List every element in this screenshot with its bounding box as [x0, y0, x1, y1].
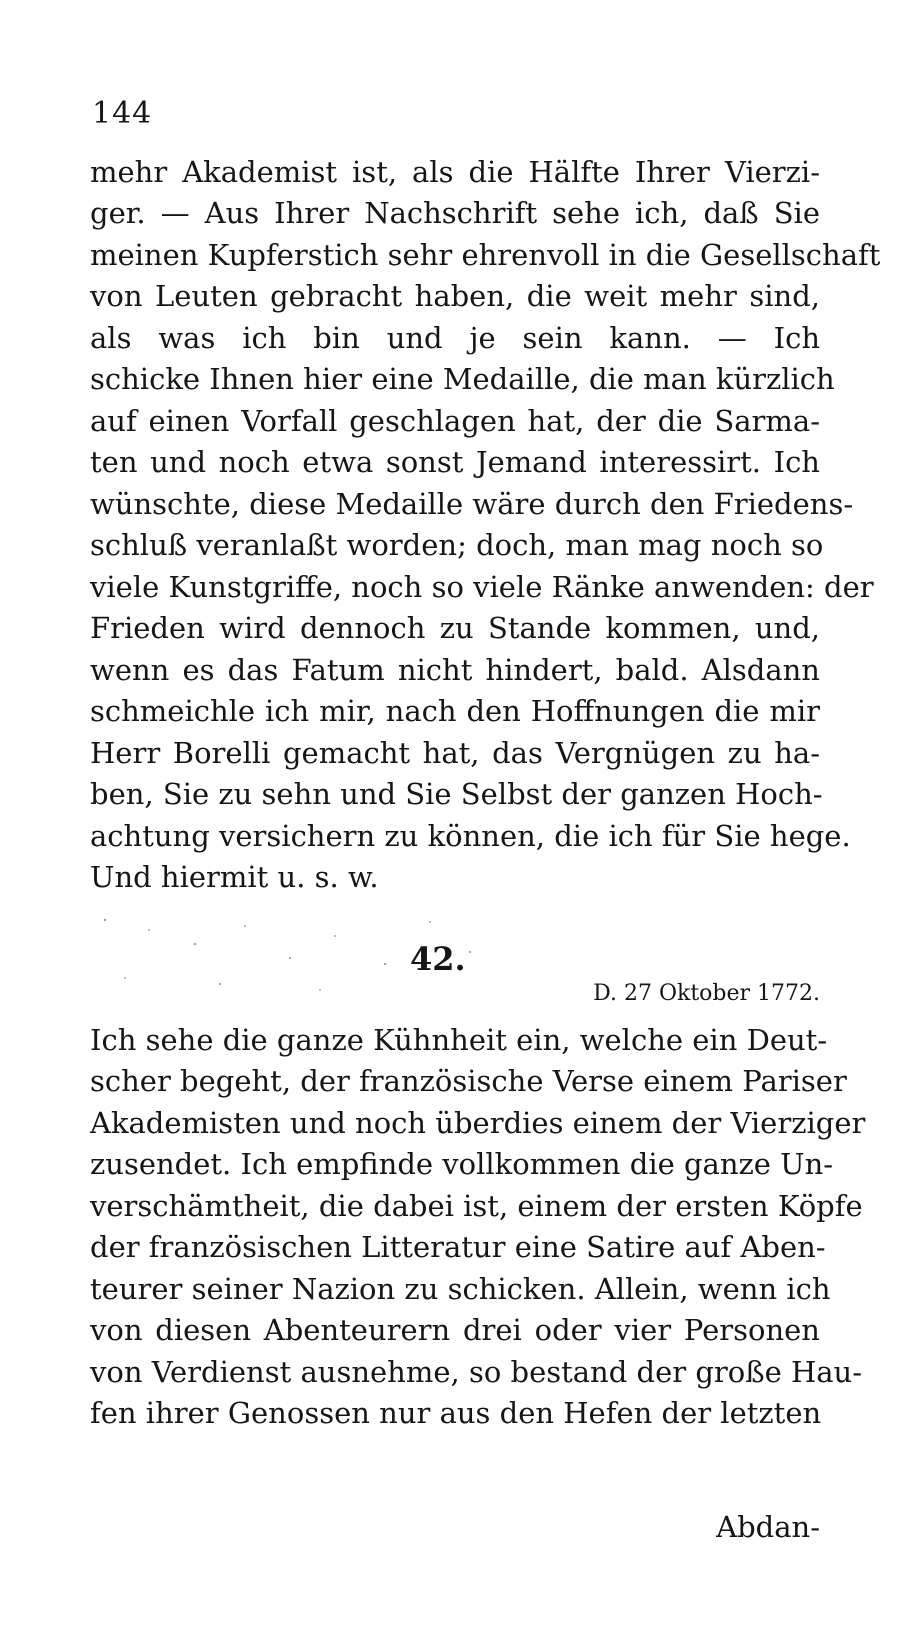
paragraph-1: [90, 150, 881, 950]
text-line: der französischen Litteratur eine Satire auf Aben-: [90, 1230, 826, 1264]
text-line: wenn es das Fatum nicht hindert, bald. Alsdann: [90, 653, 820, 687]
text-line: von Leuten gebracht haben, die weit mehr sind,: [90, 279, 820, 313]
catchword: Abdan-: [716, 1510, 820, 1544]
text-line: teurer seiner Nazion zu schicken. Allein, wenn ich: [90, 1272, 831, 1306]
text-line: Ich sehe die ganze Kühnheit ein, welche ein Deut-: [90, 1023, 828, 1057]
text-line: ger. — Aus Ihrer Nachschrift sehe ich, daß Sie: [90, 196, 820, 230]
text-line: Herr Borelli gemacht hat, das Vergnügen zu ha-: [90, 736, 820, 770]
text-line: schicke Ihnen hier eine Medaille, die man kürzlich: [90, 362, 835, 396]
text-line: von diesen Abenteurern drei oder vier Personen: [90, 1313, 820, 1347]
text-line: schmeichle ich mir, nach den Hoffnungen die mir: [90, 694, 820, 728]
text-line: fen ihrer Genossen nur aus den Hefen der letzten: [90, 1396, 822, 1430]
text-line: von Verdienst ausnehme, so bestand der große Hau-: [90, 1355, 863, 1389]
page-number: 144: [92, 96, 153, 131]
text-line: ten und noch etwa sonst Jemand interessirt. Ich: [90, 445, 820, 479]
text-line: scher begeht, der französische Verse einem Pariser: [90, 1064, 847, 1098]
text-line: achtung versichern zu können, die ich für Sie hege.: [90, 819, 851, 853]
letter-date: D. 27 Oktober 1772.: [593, 981, 820, 1006]
paragraph-2: [90, 1018, 866, 1468]
text-line: Frieden wird dennoch zu Stande kommen, und,: [90, 611, 820, 645]
text-line: Und hiermit u. s. w.: [90, 860, 379, 894]
text-line: ben, Sie zu sehn und Sie Selbst der ganzen Hoch-: [90, 777, 823, 811]
text-line: Akademisten und noch überdies einem der Vierziger: [90, 1106, 866, 1140]
text-line: viele Kunstgriffe, noch so viele Ränke anwenden: der: [90, 570, 874, 604]
text-line: schluß veranlaßt worden; doch, man mag noch so: [90, 528, 824, 562]
text-line: auf einen Vorfall geschlagen hat, der die Sarma-: [90, 404, 820, 438]
letter-number: 42.: [410, 940, 466, 978]
text-line: zusendet. Ich empfinde vollkommen die ganze Un-: [90, 1147, 834, 1181]
text-line: meinen Kupferstich sehr ehrenvoll in die Gesellschaft: [90, 238, 881, 272]
text-line: verschämtheit, die dabei ist, einem der ersten Köpfe: [90, 1189, 863, 1223]
text-line: wünschte, diese Medaille wäre durch den Friedens-: [90, 487, 854, 521]
text-line: mehr Akademist ist, als die Hälfte Ihrer Vierzi-: [90, 155, 820, 189]
text-line: als was ich bin und je sein kann. — Ich: [90, 321, 820, 355]
